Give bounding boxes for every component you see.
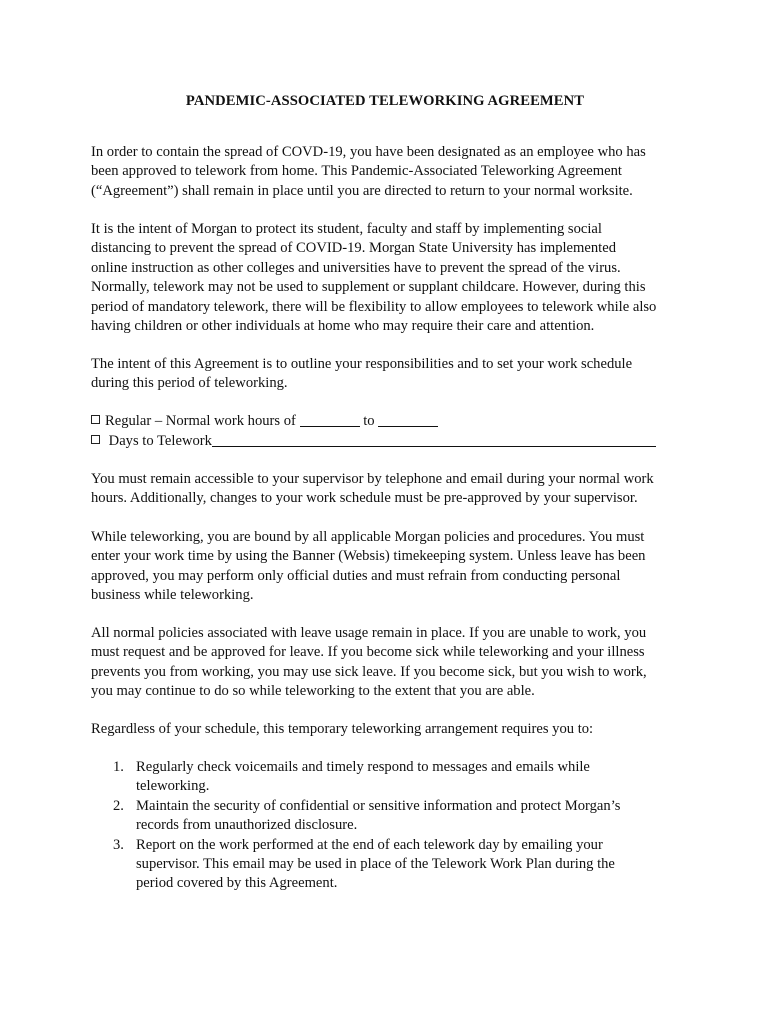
text-line: online instruction as other colleges and universities have to prevent the spread of the virus. (91, 259, 621, 276)
text-line: While teleworking, you are bound by all applicable Morgan policies and procedures. You must (91, 529, 645, 545)
list-item (113, 758, 673, 797)
list-number: 2. (113, 797, 124, 814)
end-time-field[interactable] (378, 412, 438, 427)
text-line: period covered by this Agreement. (136, 875, 338, 892)
text-line: been approved to telework from home. This Pandemic-Associated Teleworking Agreement (91, 163, 622, 180)
text-line: (“Agreement”) shall remain in place until you are directed to return to your normal worksite. (91, 182, 633, 199)
text-line: Maintain the security of confidential or sensitive information and protect Morgan’s (136, 797, 621, 814)
regular-label: Regular – Normal work hours of (105, 413, 296, 429)
list-number: 1. (113, 759, 124, 775)
regular-hours-option (91, 411, 691, 431)
text-line: approved, you may perform only official duties and must refrain from conducting personal (91, 567, 621, 584)
policies-paragraph (91, 528, 691, 606)
to-label: to (363, 413, 375, 429)
accessibility-paragraph (91, 470, 691, 509)
list-item (113, 836, 673, 894)
text-line: supervisor. This email may be used in place of the Telework Work Plan during the (136, 856, 615, 873)
text-line: having children or other individuals at home who may require their care and attention. (91, 318, 595, 335)
text-line: during this period of teleworking. (91, 375, 288, 392)
text-line: records from unauthorized disclosure. (136, 817, 358, 834)
leave-paragraph (91, 624, 691, 702)
text-line: distancing to prevent the spread of COVID-19. Morgan State University has implemented (91, 240, 616, 257)
text-line: business while teleworking. (91, 587, 254, 604)
days-field[interactable] (212, 432, 656, 447)
text-line: Regardless of your schedule, this temporary teleworking arrangement requires you to: (91, 721, 594, 737)
text-line: enter your work time by using the Banner (Websis) timekeeping system. Unless leave has been (91, 548, 646, 565)
text-line: You must remain accessible to your supervisor by telephone and email during your normal work (91, 471, 654, 487)
requirements-intro (91, 720, 691, 739)
list-number: 3. (113, 836, 124, 853)
regular-checkbox[interactable] (91, 415, 100, 424)
document-title: PANDEMIC-ASSOCIATED TELEWORKING AGREEMENT (185, 93, 585, 109)
text-line: All normal policies associated with leave usage remain in place. If you are unable to work, you (91, 625, 647, 641)
intent-paragraph (91, 220, 691, 336)
text-line: teleworking. (136, 778, 210, 795)
text-line: you may continue to do so while teleworking to the extent that you are able. (91, 683, 535, 700)
text-line: must request and be approved for leave. If you become sick while teleworking and your illness (91, 644, 645, 661)
days-to-telework-option (91, 431, 691, 451)
text-line: Report on the work performed at the end of each telework day by emailing your (136, 836, 603, 853)
text-line: Normally, telework may not be used to supplement or supplant childcare. However, during this (91, 279, 646, 296)
requirements-list (113, 758, 673, 894)
text-line: hours. Additionally, changes to your work schedule must be pre-approved by your supervisor. (91, 490, 638, 507)
text-line: prevents you from working, you may use sick leave. If you become sick, but you wish to work, (91, 663, 647, 680)
start-time-field[interactable] (300, 412, 360, 427)
purpose-paragraph (91, 355, 691, 394)
text-line: In order to contain the spread of COVD-19, you have been designated as an employee who has (91, 144, 646, 160)
text-line: Regularly check voicemails and timely respond to messages and emails while (136, 759, 590, 775)
intro-paragraph (91, 143, 691, 201)
schedule-options (91, 411, 691, 451)
days-checkbox[interactable] (91, 435, 100, 444)
days-label: Days to Telework (108, 433, 212, 449)
text-line: It is the intent of Morgan to protect its student, faculty and staff by implementing social (91, 221, 602, 237)
list-item (113, 797, 673, 836)
text-line: The intent of this Agreement is to outline your responsibilities and to set your work schedule (91, 356, 633, 372)
text-line: period of mandatory telework, there will be flexibility to allow employees to telework while also (91, 298, 657, 315)
